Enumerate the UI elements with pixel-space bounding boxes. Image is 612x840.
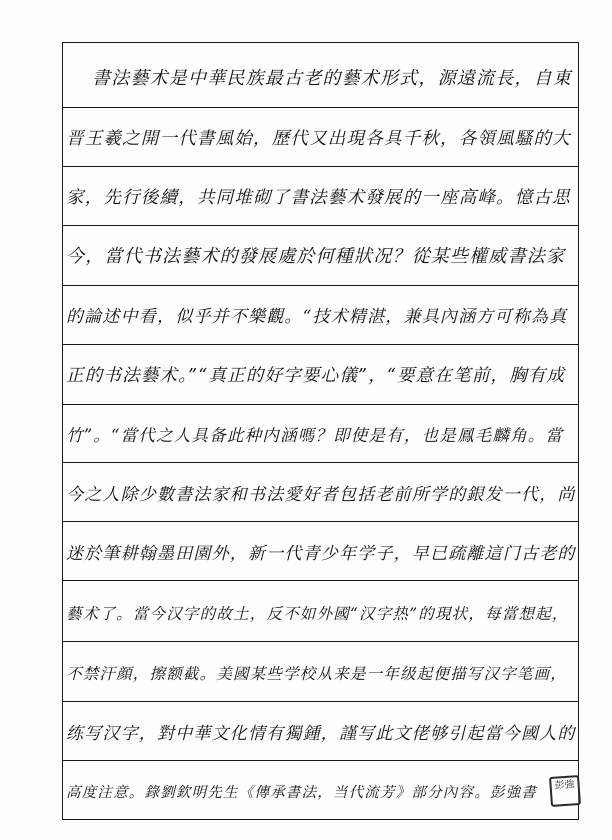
ruled-line	[62, 404, 579, 405]
text-line: 書法藝术是中華民族最古老的藝术形式，源遠流長，自東	[92, 68, 572, 89]
text-line: 高度注意。錄劉欽明先生《傳承書法，当代流芳》部分內容。彭強書	[66, 785, 537, 801]
text-line: 藝术了。當今汉字的故土，反不如外國“汉字热”的現状，每當想起，	[66, 605, 569, 623]
text-line: 今之人除少數書法家和书法愛好者包括老前所学的銀发一代，尚	[66, 485, 576, 505]
ruled-line	[62, 462, 579, 463]
text-line: 不禁汗顔，擦额截。美國某些学校从来是一年级起便描写汉字笔画，	[66, 665, 568, 683]
seal-text: 彭強	[554, 779, 575, 792]
text-line: 晋王羲之開一代書風始，歷代又出現各具千秋，各領風騷的大	[66, 129, 571, 149]
text-line: 今，當代书法藝术的發展處於何種狀况？從某些權威書法家	[66, 246, 566, 267]
text-line: 练写汉字，對中華文化情有獨鍾，謹写此文佬够引起當今國人的	[66, 724, 576, 744]
ruled-line	[62, 580, 579, 581]
ruled-line	[62, 641, 579, 642]
text-line: 家，先行後續，共同堆砌了書法藝术發展的一座高峰。憶古思	[66, 188, 571, 208]
ruled-line	[62, 760, 579, 761]
text-line: 竹”。“當代之人具备此种内涵嗎？即使是有，也是鳳毛麟角。當	[66, 426, 564, 445]
ruled-line	[62, 166, 579, 167]
text-line: 正的书法藝术。”“真正的好字要心儀”，“要意在笔前，胸有成	[66, 366, 566, 386]
text-line: 的論述中看，似乎并不樂觀。“技术精湛，兼具內涵方可称為真	[66, 307, 568, 327]
ruled-line	[62, 107, 579, 108]
text-line: 迷於筆耕翰墨田園外，新一代青少年学子，早已疏離這门古老的	[66, 544, 576, 564]
ruled-line	[62, 701, 579, 702]
ruled-line	[62, 285, 579, 286]
ruled-line	[62, 521, 579, 522]
ruled-line	[62, 344, 579, 345]
seal-stamp	[549, 775, 581, 807]
ruled-line	[62, 225, 579, 226]
